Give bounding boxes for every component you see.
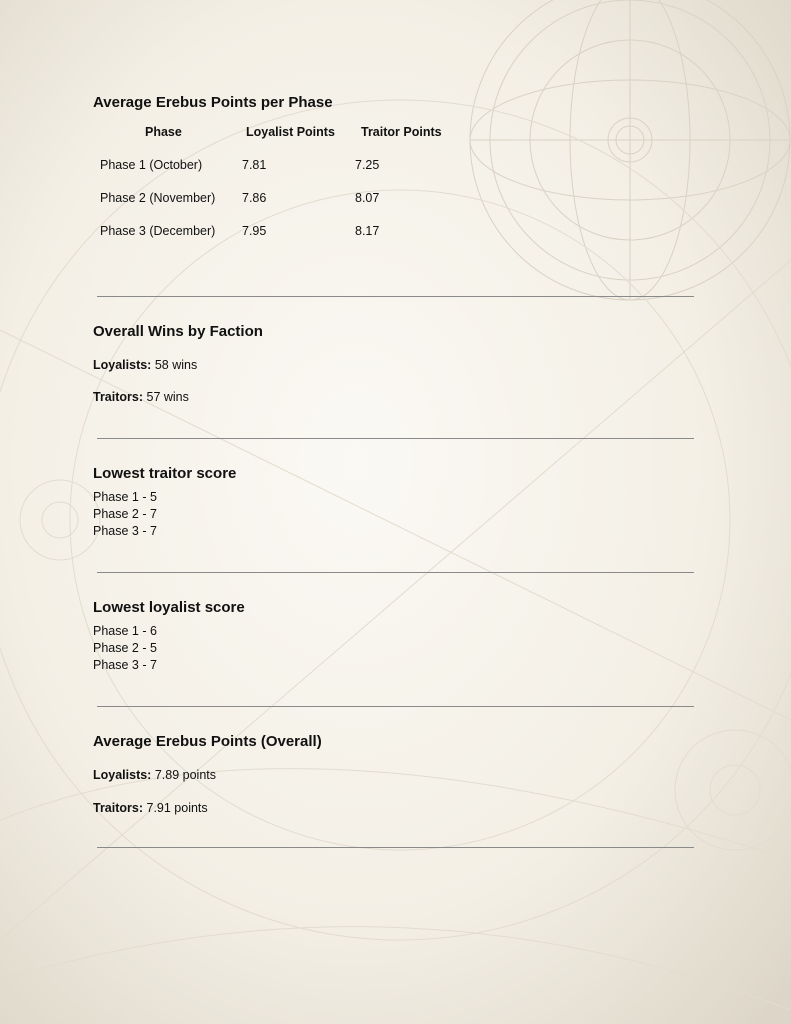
table-cell: 8.17 bbox=[355, 224, 380, 238]
traitor-label: Traitors: bbox=[93, 390, 144, 404]
phase-table-title: Average Erebus Points per Phase bbox=[93, 94, 333, 111]
table-header-loyalist: Loyalist Points bbox=[246, 125, 335, 139]
loyalist-wins-value: 58 wins bbox=[154, 358, 198, 372]
table-cell: 7.95 bbox=[242, 224, 267, 238]
table-header-traitor: Traitor Points bbox=[361, 125, 442, 139]
traitor-points-value: 7.91 points bbox=[146, 801, 208, 815]
traitor-label: Traitors: bbox=[93, 801, 144, 815]
traitor-wins-value: 57 wins bbox=[146, 390, 189, 404]
traitor-wins bbox=[93, 390, 189, 404]
list-item: Phase 3 - 7 bbox=[93, 658, 157, 672]
table-cell: Phase 3 (December) bbox=[100, 224, 216, 238]
table-cell: Phase 1 (October) bbox=[100, 158, 203, 172]
table-cell: 7.25 bbox=[355, 158, 380, 172]
loyalist-wins bbox=[93, 358, 197, 372]
list-item: Phase 1 - 6 bbox=[93, 624, 157, 638]
list-item: Phase 1 - 5 bbox=[93, 490, 157, 504]
loyalist-points bbox=[93, 768, 216, 782]
section-divider bbox=[97, 438, 694, 439]
traitor-points bbox=[93, 801, 208, 815]
section-divider bbox=[97, 296, 694, 297]
table-cell: 8.07 bbox=[355, 191, 380, 205]
lowest-traitor-title: Lowest traitor score bbox=[93, 465, 237, 482]
loyalist-points-value: 7.89 points bbox=[154, 768, 217, 782]
section-divider bbox=[97, 572, 694, 573]
overall-points-title: Average Erebus Points (Overall) bbox=[93, 733, 322, 750]
list-item: Phase 3 - 7 bbox=[93, 524, 157, 538]
list-item: Phase 2 - 7 bbox=[93, 507, 157, 521]
table-cell: Phase 2 (November) bbox=[100, 191, 216, 205]
section-divider bbox=[97, 706, 694, 707]
table-header-phase: Phase bbox=[145, 125, 182, 139]
table-cell: 7.81 bbox=[242, 158, 267, 172]
loyalist-label: Loyalists: bbox=[93, 358, 152, 372]
loyalist-label: Loyalists: bbox=[93, 768, 152, 782]
lowest-loyalist-title: Lowest loyalist score bbox=[93, 599, 245, 616]
list-item: Phase 2 - 5 bbox=[93, 641, 157, 655]
section-divider bbox=[97, 847, 694, 848]
table-cell: 7.86 bbox=[242, 191, 267, 205]
wins-title: Overall Wins by Faction bbox=[93, 323, 263, 340]
